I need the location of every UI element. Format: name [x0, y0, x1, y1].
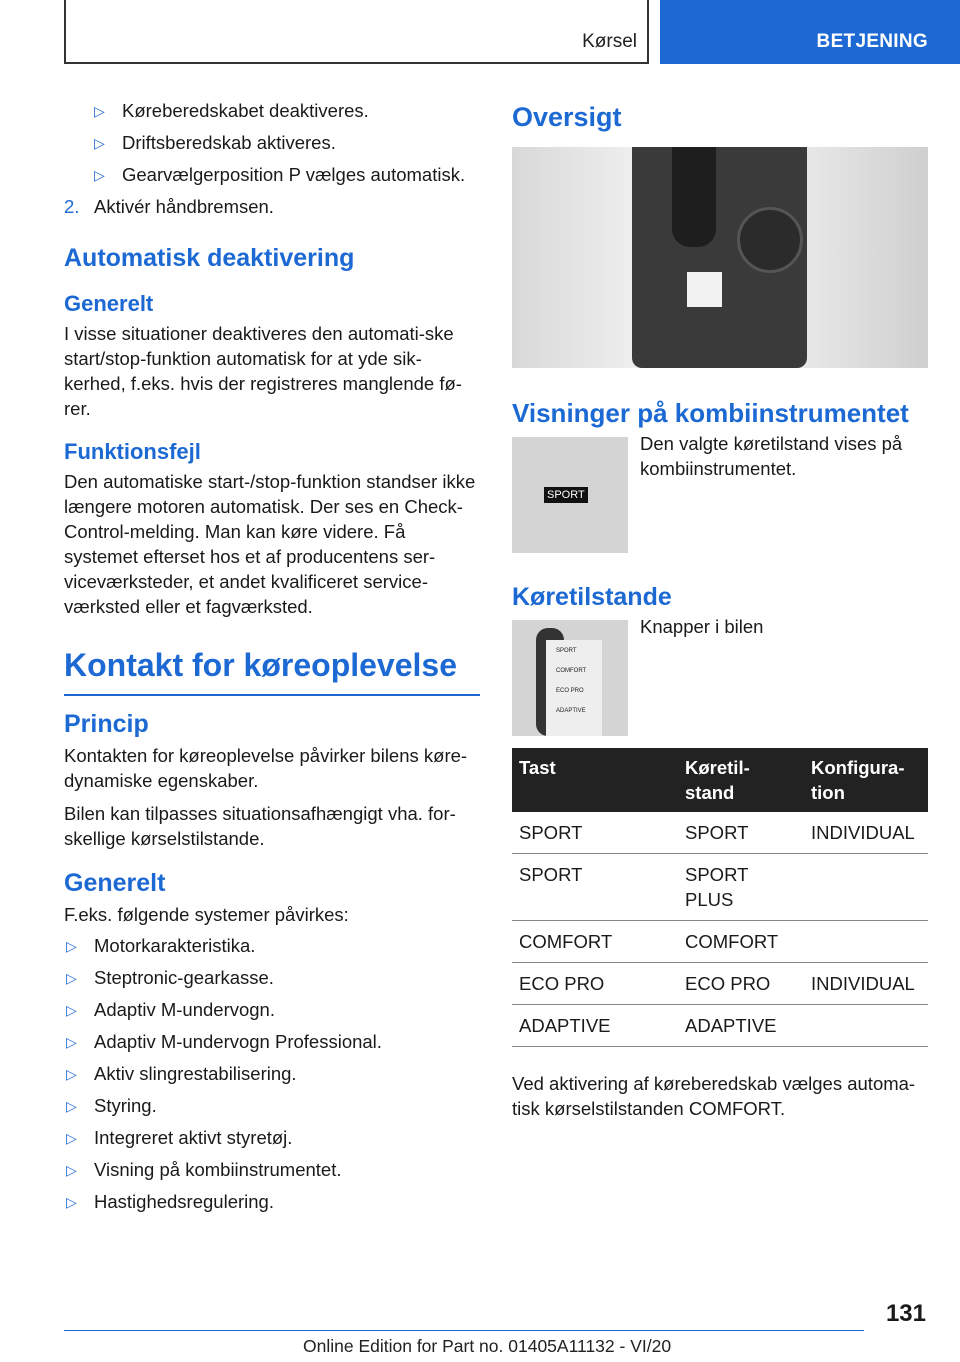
paragraph-general-2: F.eks. følgende systemer påvirkes:	[64, 904, 349, 925]
triangle-bullet-icon: ▷	[66, 1162, 77, 1178]
table-cell: COMFORT	[512, 921, 678, 963]
footer-divider	[64, 1330, 864, 1331]
paragraph-buttons: Knapper i bilen	[640, 616, 764, 637]
button-label: ECO PRO	[556, 688, 584, 694]
step-number: 2.	[64, 196, 80, 217]
list-item: ▷ Aktiv slingrestabilisering.	[66, 1063, 297, 1084]
drive-mode-table	[512, 748, 928, 1047]
table-header: Køretil‐stand	[678, 748, 804, 812]
table-cell: INDIVIDUAL	[804, 963, 928, 1005]
triangle-bullet-icon: ▷	[94, 167, 105, 183]
gear-selector-shape	[672, 147, 716, 247]
buttons-image	[512, 620, 628, 736]
table-header-row	[512, 748, 928, 812]
triangle-bullet-icon: ▷	[66, 1130, 77, 1146]
triangle-bullet-icon: ▷	[66, 1002, 77, 1018]
header-chapter-title: BETJENING	[816, 31, 928, 52]
heading-malfunction: Funktionsfejl	[64, 439, 201, 464]
page-number: 131	[885, 1300, 926, 1327]
table-row	[512, 812, 928, 854]
paragraph-principle-2: Bilen kan tilpasses situationsafhængigt vha. for‐skellige kørselstilstande.	[64, 803, 456, 849]
triangle-bullet-icon: ▷	[66, 938, 77, 954]
list-item: ▷ Hastighedsregulering.	[66, 1191, 274, 1212]
table-row	[512, 963, 928, 1005]
left-column	[64, 100, 480, 1223]
table-cell: ECO PRO	[512, 963, 678, 1005]
heading-principle: Princip	[64, 710, 149, 738]
center-console-image	[512, 147, 928, 368]
triangle-bullet-icon: ▷	[66, 1194, 77, 1210]
table-cell: ADAPTIVE	[512, 1005, 678, 1047]
controller-knob-shape	[737, 207, 803, 273]
heading-general-2: Generelt	[64, 869, 166, 897]
table-cell: SPORT	[512, 812, 678, 854]
table-cell	[804, 1005, 928, 1047]
triangle-bullet-icon: ▷	[94, 135, 105, 151]
paragraph-malfunction: Den automatiske start-/stop-funktion standser ikke længere motoren automatisk. Der ses en Check-Control-melding. Man kan køre videre. Få systemet efterset hos et af producentens ser‐viceværksteder, et andet kvalificeret service‐værksted eller et fagværksted.	[64, 471, 476, 617]
display-row	[512, 433, 928, 553]
table-row	[512, 921, 928, 963]
paragraph-principle-1: Kontakten for køreoplevelse påvirker bilens køre‐dynamiske egenskaber.	[64, 745, 468, 791]
header-chapter-tab[interactable]	[660, 0, 960, 64]
table-cell: ADAPTIVE	[678, 1005, 804, 1047]
table-header: Tast	[512, 748, 678, 812]
table-cell: SPORT	[678, 812, 804, 854]
paragraph-general: I visse situationer deaktiveres den automati‐ske start/stop-funktion automatisk for at yde sik‐kerhed, f.eks. hvis der registreres manglende fø‐rer.	[64, 323, 462, 419]
list-item: ▷ Integreret aktivt styretøj.	[66, 1127, 293, 1148]
buttons-row	[512, 616, 928, 736]
triangle-bullet-icon: ▷	[94, 103, 105, 119]
display-image	[512, 437, 628, 553]
list-item: ▷ Adaptiv M-undervogn Professional.	[66, 1031, 382, 1052]
console-panel-shape	[687, 272, 722, 307]
table-header: Konfigura‐tion	[804, 748, 928, 812]
triangle-bullet-icon: ▷	[66, 1034, 77, 1050]
triangle-bullet-icon: ▷	[66, 1098, 77, 1114]
heading-auto-deactivation: Automatisk deaktivering	[64, 244, 355, 272]
table-cell: SPORT	[512, 854, 678, 921]
table-cell: INDIVIDUAL	[804, 812, 928, 854]
table-row	[512, 854, 928, 921]
heading-drive-experience-switch: Kontakt for køreoplevelse	[64, 647, 480, 696]
header-section-box	[64, 0, 649, 64]
button-label: ADAPTIVE	[556, 708, 586, 714]
paragraph-final: Ved aktivering af køreberedskab vælges automa‐tisk kørselstilstanden COMFORT.	[512, 1073, 916, 1119]
table-row	[512, 1005, 928, 1047]
list-item: ▷ Visning på kombiinstrumentet.	[66, 1159, 342, 1180]
list-item: ▷ Gearvælgerposition P vælges automatisk.	[94, 164, 466, 185]
paragraph-displays: Den valgte køretilstand vises på kombiinstrumentet.	[640, 433, 903, 479]
footer-edition: Online Edition for Part no. 01405A11132 - VI/20	[303, 1336, 672, 1356]
heading-drive-modes: Køretilstande	[512, 583, 672, 611]
table-cell: SPORT PLUS	[678, 854, 804, 921]
list-item: ▷ Motorkarakteristika.	[66, 935, 256, 956]
list-item: ▷ Driftsberedskab aktiveres.	[94, 132, 336, 153]
table-cell	[804, 921, 928, 963]
list-item: ▷ Steptronic-gearkasse.	[66, 967, 274, 988]
triangle-bullet-icon: ▷	[66, 970, 77, 986]
step-item: 2. Aktivér håndbremsen.	[64, 196, 274, 217]
button-label: SPORT	[556, 648, 577, 654]
table-cell	[804, 854, 928, 921]
right-column	[512, 100, 928, 1129]
heading-displays: Visninger på kombiinstrumentet	[512, 398, 909, 428]
button-label: COMFORT	[556, 668, 587, 674]
sport-badge: SPORT	[544, 487, 588, 503]
list-item: ▷ Adaptiv M-undervogn.	[66, 999, 275, 1020]
heading-overview: Oversigt	[512, 102, 622, 132]
list-item: ▷ Køreberedskabet deaktiveres.	[94, 100, 369, 121]
list-item: ▷ Styring.	[66, 1095, 157, 1116]
heading-general: Generelt	[64, 291, 154, 316]
header-section-title: Kørsel	[582, 31, 637, 52]
table-cell: ECO PRO	[678, 963, 804, 1005]
triangle-bullet-icon: ▷	[66, 1066, 77, 1082]
table-cell: COMFORT	[678, 921, 804, 963]
